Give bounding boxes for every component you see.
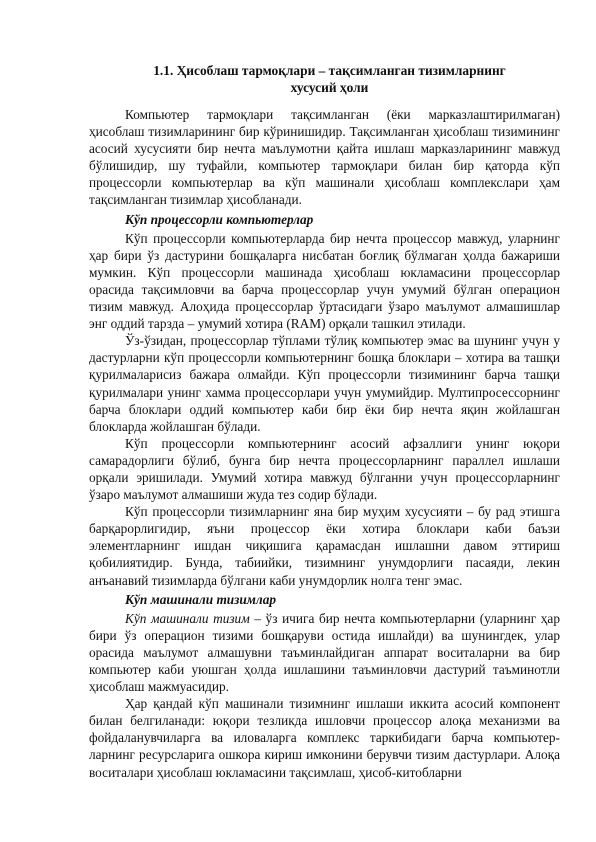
paragraph-multiprocessor-2: Ўз-ўзидан, процессорлар тўплами тўлиқ компьютер эмас ва шунинг учун у дастурларни кўп процессорли компьютернинг бошқа блоклари – хотира ва ташқи қурилмаларисиз бажара олмайди. Кўп процессорли тизимининг барча ташқи қурилмалари унинг хамма процессорлари учун умумийдир. Мултипросессорнинг барча блоклари оддий компьютер каби бир ёки бир нечта яқин жойлашган блокларда жойлашган бўлади.: [89, 333, 560, 434]
section-title-line-1: 1.1. Ҳисоблаш тармоқлари – тақсимланган тизимларнинг: [153, 63, 506, 78]
term-multimachine-system: Кўп машинали тизим: [125, 610, 250, 626]
paragraph-multimachine-1: [89, 610, 560, 695]
section-title: [89, 62, 560, 96]
subheading-multiprocessor: Кўп процессорли компьютерлар: [125, 211, 314, 227]
paragraph-multiprocessor-4: Кўп процессорли тизимларнинг яна бир муҳим хусусияти – бу рад этишга барқарорлигидир, яъни процессор ёки хотира блоклари каби баъзи элементларнинг ишдан чиқишига қарамасдан ишлашни давом эттириш қобилиятидир. Бунда, табиийки, тизимнинг унумдорлиги пасаяди, лекин анъанавий тизимларда бўлгани каби унумдорлик нолга тенг эмас.: [89, 504, 560, 588]
section-title-line-2: хусусий ҳоли: [290, 80, 369, 95]
subheading-multimachine: Кўп машинали тизимлар: [125, 591, 276, 607]
paragraph-multiprocessor-1: Кўп процессорли компьютерларда бир нечта процессор мавжуд, уларнинг ҳар бири ўз дастурини бошқаларга нисбатан боғлиқ бўлмаган ҳолда бажариши мумкин. Кўп процессорли машинада ҳисоблаш юкламасини процессорлар орасида тақсимловчи ва барча процессорлар учун умумий бўлган операцион тизим мавжуд. Алоҳида процессорлар ўртасидаги ўзаро маълумот алмашишлар энг оддий тарзда – умумий хотира (RAM) орқали ташкил этилади.: [89, 230, 560, 332]
paragraph-intro: Компьютер тармоқлари тақсимланган (ёки марказлаштирилмаган) ҳисоблаш тизимларининг бир кўринишидир. Тақсимланган ҳисоблаш тизимининг асосий хусусияти бир нечта маълумотни қайта ишлаш марказларининг мавжуд бўлишидир, шу туфайли, компьютер тармоқлари билан бир қаторда кўп процессорли компьютерлар ва кўп машинали ҳисоблаш комплекслари ҳам тақсимланган тизимлар ҳисобланади.: [89, 107, 560, 208]
paragraph-multiprocessor-3: Кўп процессорли компьютернинг асосий афзаллиги унинг юқори самарадорлиги бўлиб, бунга бир нечта процессорларнинг параллел ишлаши орқали эришилади. Умумий хотира мавжуд бўлганни учун процессорларнинг ўзаро маълумот алмашиши жуда тез содир бўлади.: [89, 435, 560, 503]
definition-text: – ўз ичига бир нечта компьютерларни (уларнинг ҳар бири ўз операцион тизими бошқаруви остида ишлайди) ва шунингдек, улар орасида маълумот алмашувни таъминлайдиган аппарат воситаларни ва бир компьютер каби уюшган ҳолда ишлашини таъминловчи дастурий таъминотли ҳисоблаш мажмуасидир.: [89, 610, 560, 695]
paragraph-multimachine-2: Ҳар қандай кўп машинали тизимнинг ишлаши иккита асосий компонент билан белгиланади: юқори тезликда ишловчи процессор алоқа механизми ва фойдаланувчиларга ва иловаларга комплекс таркибидаги барча компьютер-ларнинг ресурсларига ошкора кириш имконини берувчи тизим дастурлари. Алоқа воситалари ҳисоблаш юкламасини тақсимлаш, ҳисоб-китобларни: [89, 696, 560, 780]
